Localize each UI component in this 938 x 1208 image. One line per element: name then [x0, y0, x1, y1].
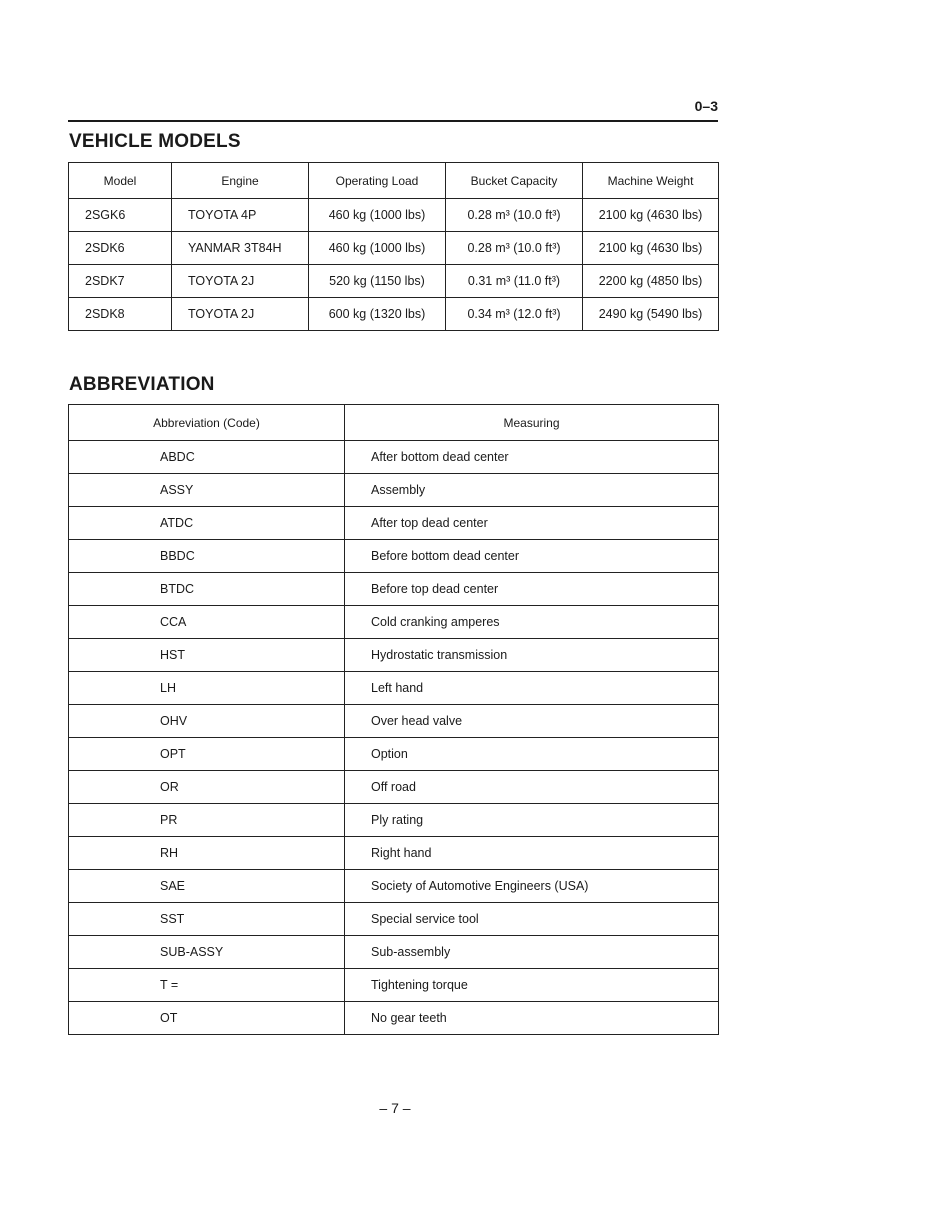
cell-meaning: Off road — [345, 771, 719, 804]
table-row — [69, 298, 719, 331]
cell-meaning: Before bottom dead center — [345, 540, 719, 573]
cell-bucket-capacity: 0.34 m³ (12.0 ft³) — [446, 298, 583, 331]
cell-code: OHV — [69, 705, 345, 738]
cell-code: BBDC — [69, 540, 345, 573]
table-row — [69, 441, 719, 474]
table-row — [69, 573, 719, 606]
table-row — [69, 705, 719, 738]
cell-code: SAE — [69, 870, 345, 903]
cell-meaning: Hydrostatic transmission — [345, 639, 719, 672]
cell-bucket-capacity: 0.28 m³ (10.0 ft³) — [446, 232, 583, 265]
col-header-engine: Engine — [172, 163, 309, 199]
col-header-machine-weight: Machine Weight — [583, 163, 719, 199]
table-header-row — [69, 163, 719, 199]
table-row — [69, 199, 719, 232]
cell-meaning: Over head valve — [345, 705, 719, 738]
cell-code: CCA — [69, 606, 345, 639]
header-rule — [68, 120, 718, 122]
col-header-measuring: Measuring — [345, 405, 719, 441]
abbreviation-table — [68, 404, 719, 1035]
cell-code: RH — [69, 837, 345, 870]
cell-meaning: Sub-assembly — [345, 936, 719, 969]
cell-meaning: After top dead center — [345, 507, 719, 540]
cell-machine-weight: 2490 kg (5490 lbs) — [583, 298, 719, 331]
cell-machine-weight: 2200 kg (4850 lbs) — [583, 265, 719, 298]
cell-code: PR — [69, 804, 345, 837]
table-row — [69, 540, 719, 573]
footer-page-label: – 7 – — [379, 1100, 411, 1116]
cell-machine-weight: 2100 kg (4630 lbs) — [583, 199, 719, 232]
cell-meaning: No gear teeth — [345, 1002, 719, 1035]
table-row — [69, 672, 719, 705]
cell-meaning: Right hand — [345, 837, 719, 870]
cell-operating-load: 460 kg (1000 lbs) — [309, 232, 446, 265]
cell-code: ABDC — [69, 441, 345, 474]
page-number: 0–3 — [694, 98, 718, 114]
vehicle-models-title: VEHICLE MODELS — [69, 131, 241, 152]
table-row — [69, 903, 719, 936]
cell-operating-load: 460 kg (1000 lbs) — [309, 199, 446, 232]
cell-meaning: Option — [345, 738, 719, 771]
table-row — [69, 771, 719, 804]
table-row — [69, 870, 719, 903]
cell-meaning: Cold cranking amperes — [345, 606, 719, 639]
cell-model: 2SGK6 — [69, 199, 172, 232]
col-header-abbreviation: Abbreviation (Code) — [69, 405, 345, 441]
cell-code: ASSY — [69, 474, 345, 507]
cell-meaning: Ply rating — [345, 804, 719, 837]
cell-meaning: Tightening torque — [345, 969, 719, 1002]
table-row — [69, 837, 719, 870]
cell-meaning: Special service tool — [345, 903, 719, 936]
cell-operating-load: 520 kg (1150 lbs) — [309, 265, 446, 298]
cell-code: T = — [69, 969, 345, 1002]
cell-meaning: Assembly — [345, 474, 719, 507]
cell-bucket-capacity: 0.28 m³ (10.0 ft³) — [446, 199, 583, 232]
table-row — [69, 232, 719, 265]
table-row — [69, 969, 719, 1002]
vehicle-models-table — [68, 162, 719, 331]
cell-code: OR — [69, 771, 345, 804]
cell-meaning: Left hand — [345, 672, 719, 705]
cell-code: OPT — [69, 738, 345, 771]
cell-engine: TOYOTA 2J — [172, 298, 309, 331]
cell-machine-weight: 2100 kg (4630 lbs) — [583, 232, 719, 265]
table-row — [69, 265, 719, 298]
col-header-model: Model — [69, 163, 172, 199]
cell-operating-load: 600 kg (1320 lbs) — [309, 298, 446, 331]
table-row — [69, 474, 719, 507]
cell-code: SUB-ASSY — [69, 936, 345, 969]
table-row — [69, 738, 719, 771]
table-row — [69, 507, 719, 540]
cell-code: OT — [69, 1002, 345, 1035]
table-row — [69, 1002, 719, 1035]
table-row — [69, 804, 719, 837]
cell-engine: YANMAR 3T84H — [172, 232, 309, 265]
cell-code: ATDC — [69, 507, 345, 540]
cell-code: LH — [69, 672, 345, 705]
cell-code: BTDC — [69, 573, 345, 606]
cell-meaning: After bottom dead center — [345, 441, 719, 474]
col-header-bucket-capacity: Bucket Capacity — [446, 163, 583, 199]
cell-model: 2SDK8 — [69, 298, 172, 331]
table-header-row — [69, 405, 719, 441]
cell-model: 2SDK7 — [69, 265, 172, 298]
cell-meaning: Before top dead center — [345, 573, 719, 606]
cell-engine: TOYOTA 4P — [172, 199, 309, 232]
abbreviation-title: ABBREVIATION — [69, 374, 215, 395]
cell-engine: TOYOTA 2J — [172, 265, 309, 298]
table-row — [69, 606, 719, 639]
cell-model: 2SDK6 — [69, 232, 172, 265]
cell-bucket-capacity: 0.31 m³ (11.0 ft³) — [446, 265, 583, 298]
col-header-operating-load: Operating Load — [309, 163, 446, 199]
cell-code: SST — [69, 903, 345, 936]
cell-meaning: Society of Automotive Engineers (USA) — [345, 870, 719, 903]
cell-code: HST — [69, 639, 345, 672]
table-row — [69, 639, 719, 672]
table-row — [69, 936, 719, 969]
